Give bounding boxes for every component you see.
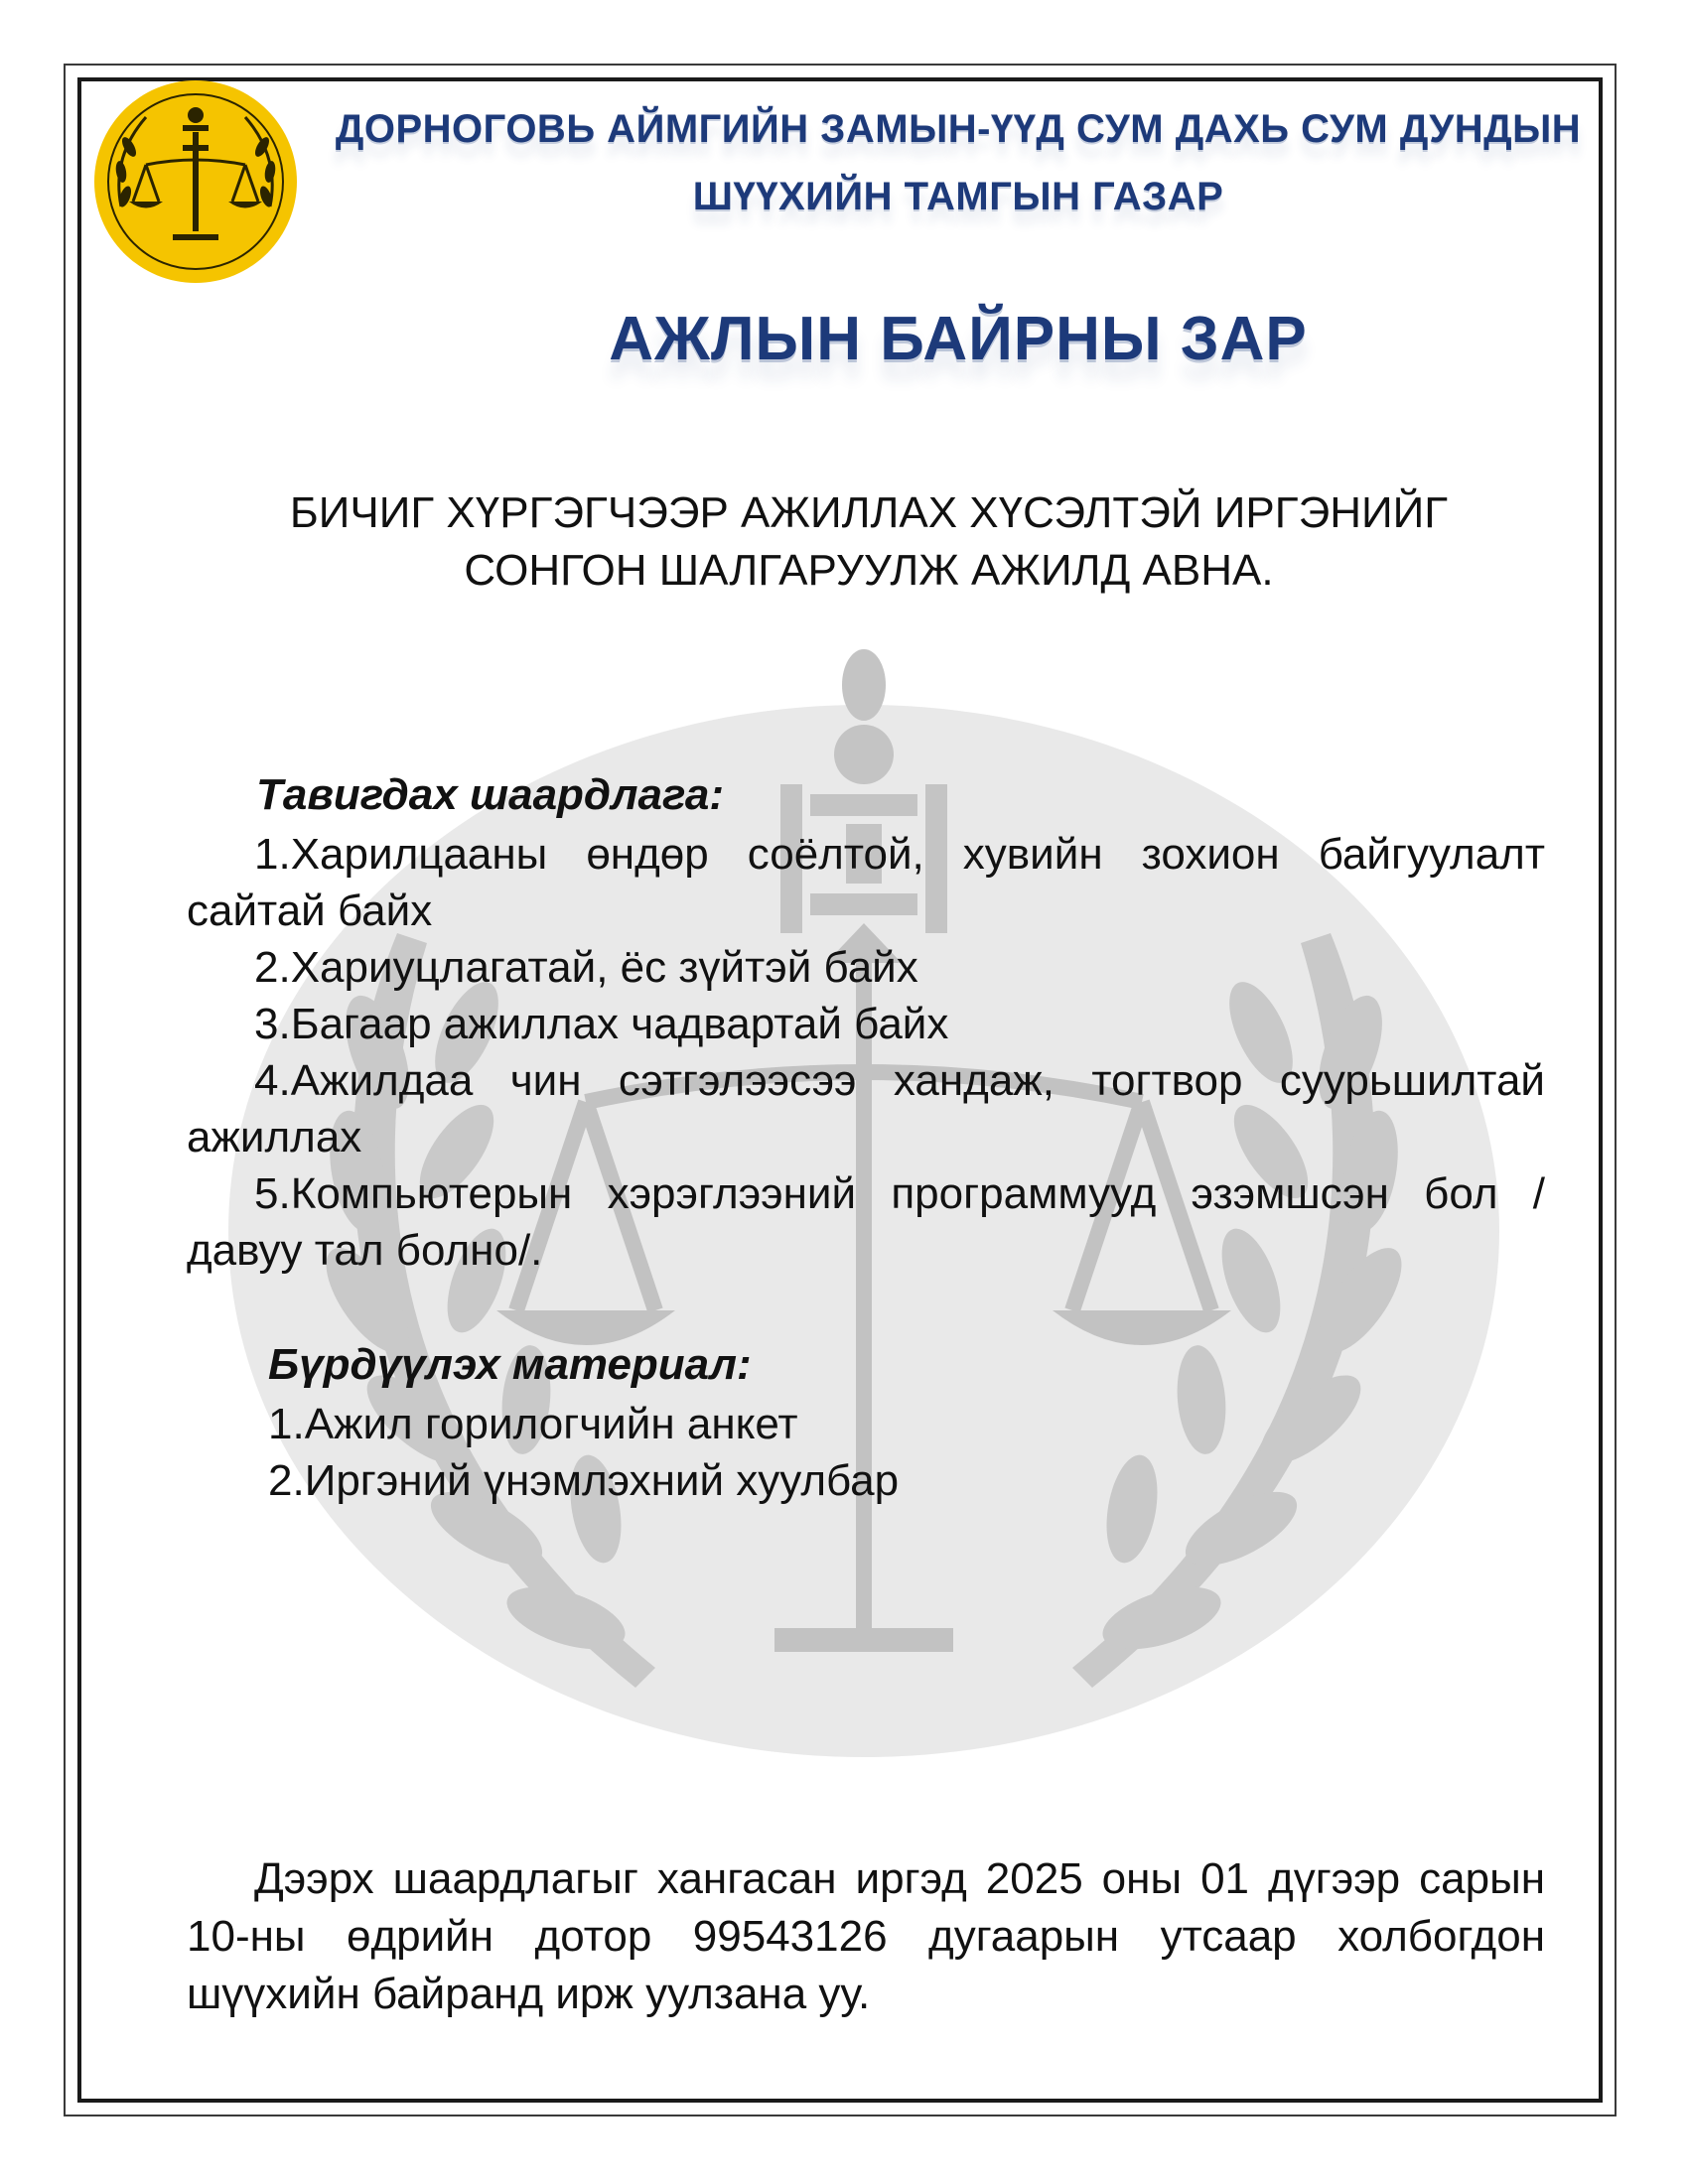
court-seal-scales-icon [91, 77, 300, 286]
list-item: 5.Компьютерын хэрэглээний программууд эзэмшсэн бол /давуу тал болно/. [187, 1169, 1545, 1275]
list-item: 1.Харилцааны өндөр соёлтой, хувийн зохион байгуулалт сайтай байх [187, 830, 1545, 935]
materials-list [268, 1396, 1539, 1509]
materials-heading: Бүрдүүлэх материал: [268, 1340, 752, 1389]
intro-text [189, 484, 1549, 600]
contact-footer-text: Дээрх шаардлагыг хангасан иргэд 2025 оны 01 дүгээр сарын 10-ны өдрийн дотор 99543126 дугаарын утсаар холбогдон шүүхийн байранд ирж уулзана уу. [187, 1854, 1545, 2018]
list-item: 2.Иргэний үнэмлэхний хуулбар [268, 1456, 900, 1505]
requirements-list [187, 826, 1545, 1279]
page-title: АЖЛЫН БАЙРНЫ ЗАР [609, 305, 1308, 373]
requirements-heading: Тавигдах шаардлага: [256, 770, 724, 819]
list-item: 4.Ажилдаа чин сэтгэлээсээ хандаж, тогтвор суурьшилтай ажиллах [187, 1056, 1545, 1161]
intro-line-2: СОНГОН ШАЛГАРУУЛЖ АЖИЛД АВНА. [464, 546, 1274, 595]
org-name-line-2: ШҮҮХИЙН ТАМГЫН ГАЗАР [692, 175, 1224, 218]
org-name-line-1: ДОРНОГОВЬ АЙМГИЙН ЗАМЫН-ҮҮД СУМ ДАХЬ СУМ ДУНДЫН [335, 107, 1582, 151]
intro-line-1: БИЧИГ ХҮРГЭГЧЭЭР АЖИЛЛАХ ХҮСЭЛТЭЙ ИРГЭНИЙГ [289, 488, 1449, 537]
list-item: 1.Ажил горилогчийн анкет [268, 1400, 798, 1448]
list-item: 2.Хариуцлагатай, ёс зүйтэй байх [254, 943, 918, 992]
list-item: 3.Багаар ажиллах чадвартай байх [254, 1000, 949, 1048]
